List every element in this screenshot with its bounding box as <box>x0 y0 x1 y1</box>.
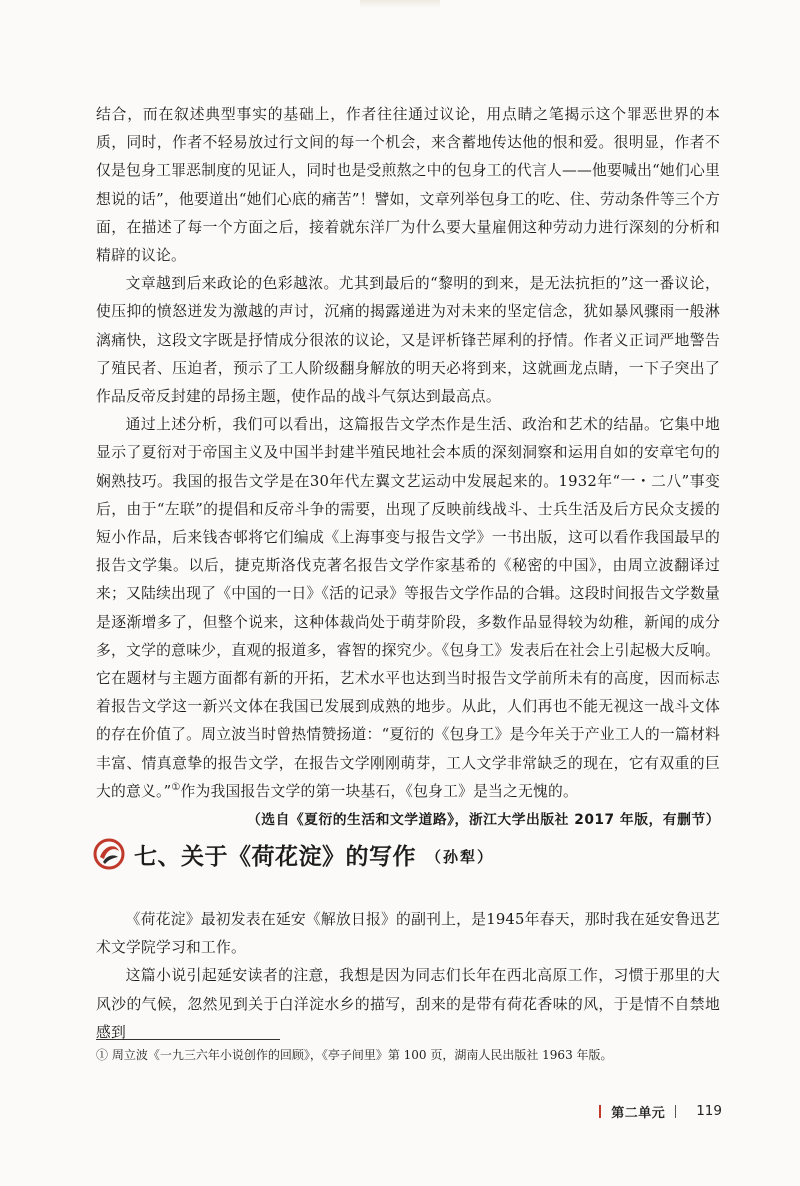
source-citation: （选自《夏衍的生活和文学道路》，浙江大学出版社 2017 年版，有删节） <box>246 812 720 829</box>
section-title: 七、关于《荷花淀》的写作 <box>134 843 416 870</box>
footnote: ① 周立波《一九三六年小说创作的回顾》，《亭子间里》第 100 页，湖南人民出版社 1963 年版。 <box>96 1048 613 1062</box>
paragraph-3 <box>96 411 720 806</box>
footnote-ref[interactable]: ① <box>171 781 181 793</box>
section-paragraph-1: 《荷花淀》最初发表在延安《解放日报》的副刊上，是1945年春天，那时我在延安鲁迅艺术文学院学习和工作。 <box>96 911 720 957</box>
paragraph-3-tail: 作为我国报告文学的第一块基石，《包身工》是当之无愧的。 <box>180 782 579 800</box>
article-body <box>96 101 720 834</box>
page-footer <box>589 1100 722 1122</box>
scan-top-mark <box>360 0 440 8</box>
footer-unit-label: 第二单元 <box>611 1105 666 1121</box>
paragraph-3-text: 通过上述分析，我们可以看出，这篇报告文学杰作是生活、政治和艺术的结晶。它集中地显示了夏衍对于帝国主义及中国半封建半殖民地社会本质的深刻洞察和运用自如的安章宅句的娴熟技巧。我国的报告文学是在30年代左翼文艺运动中发展起来的。1932年“一・二八”事变后，由于“左联”的提倡和反帝斗争的需要，出现了反映前线战斗、士兵生活及后方民众支援的短小作品，后来钱杏邨将它们编成《上海事变与报告文学》一书出版，这可以看作我国最早的报告文学集。以后，捷克斯洛伐克著名报告文学作家基希的《秘密的中国》，由周立波翻译过来；又陆续出现了《中国的一日》《活的记录》等报告文学作品的合辑。这段时间报告文学数量是逐渐增多了，但整个说来，这种体裁尚处于萌芽阶段，多数作品显得较为幼稚，新闻的成分多，文学的意味少，直观的报道多，睿智的探究少。《包身工》发表后在社会上引起极大反响。它在题材与主题方面都有新的开拓，艺术水平也达到当时报告文学前所未有的高度，因而标志着报告文学这一新兴文体在我国已发展到成熟的地步。从此，人们再也不能无视这一战斗文体的存在价值了。周立波当时曾热情赞扬道：“夏衍的《包身工》是今年关于产业工人的一篇材料丰富、情真意挚的报告文学，在报告文学刚刚萌芽，工人文学非常缺乏的现在，它有双重的巨大的意义。” <box>96 416 720 800</box>
footer-accent-bar <box>599 1105 601 1118</box>
section-heading <box>92 834 494 874</box>
section-author: （孙犁） <box>426 848 495 866</box>
footer-divider <box>675 1105 676 1118</box>
lotus-swirl-icon <box>92 837 126 871</box>
paragraph-2: 文章越到后来政论的色彩越浓。尤其到最后的“黎明的到来，是无法抗拒的”这一番议论，使压抑的愤怒迸发为激越的声讨，沉痛的揭露递进为对未来的坚定信念，犹如暴风骤雨一般淋漓痛快，这段文字既是抒情成分很浓的议论，又是评析锋芒犀利的抒情。作者义正词严地警告了殖民者、压迫者，预示了工人阶级翻身解放的明天必将到来，这就画龙点睛，一下子突出了作品反帝反封建的昂扬主题，使作品的战斗气氛达到最高点。 <box>96 275 720 406</box>
section-paragraph-2: 这篇小说引起延安读者的注意，我想是因为同志们长年在西北高原工作，习惯于那里的大风沙的气候，忽然见到关于白洋淀水乡的描写，刮来的是带有荷花香味的风，于是情不自禁地感到 <box>96 967 720 1041</box>
footnote-divider <box>96 1039 280 1040</box>
section-body <box>96 906 720 1047</box>
paragraph-1: 结合，而在叙述典型事实的基础上，作者往往通过议论，用点睛之笔揭示这个罪恶世界的本质，同时，作者不轻易放过行文间的每一个机会，来含蓄地传达他的恨和爱。很明显，作者不仅是包身工罪恶制度的见证人，同时也是受煎熬之中的包身工的代言人——他要喊出“她们心里想说的话”，他要道出“她们心底的痛苦”！譬如，文章列举包身工的吃、住、劳动条件等三个方面，在描述了每一个方面之后，接着就东洋厂为什么要大量雇佣这种劳动力进行深刻的分析和精辟的议论。 <box>96 106 720 265</box>
page-number: 119 <box>696 1103 722 1119</box>
